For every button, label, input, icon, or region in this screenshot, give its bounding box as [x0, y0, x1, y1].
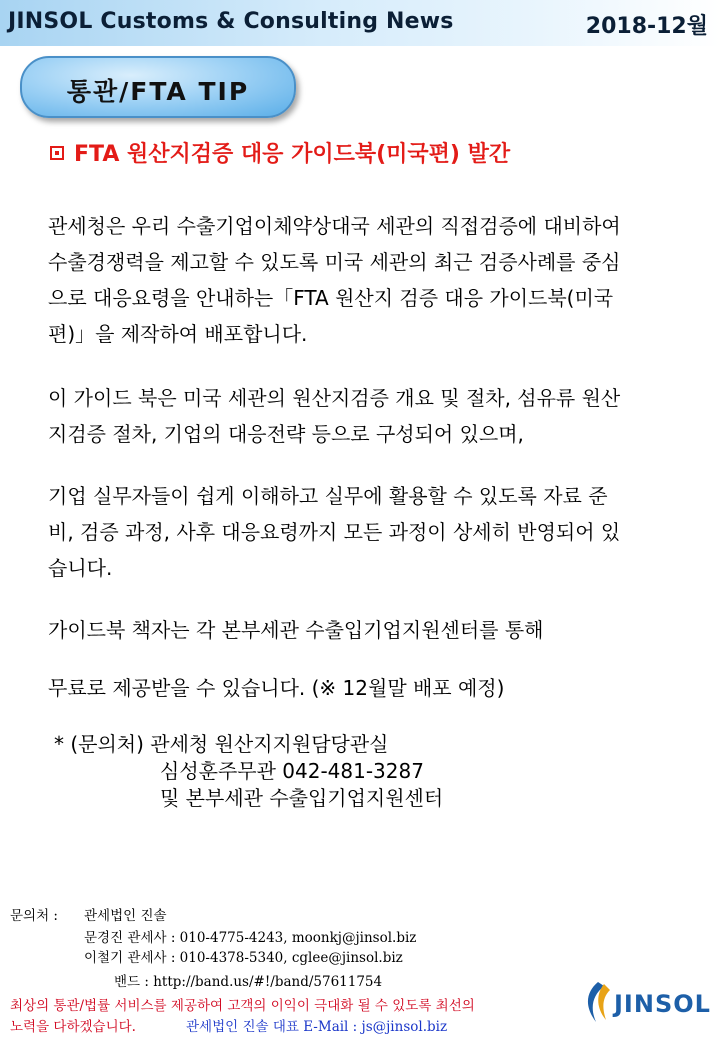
- paragraph-line: 관세청은 우리 수출기업이체약상대국 세관의 직접검증에 대비하여: [48, 214, 621, 238]
- section-heading: [50, 137, 510, 168]
- tip-badge: [20, 56, 296, 118]
- paragraph-line: 편)」을 제작하여 배포합니다.: [48, 322, 308, 346]
- footer-band-link[interactable]: 밴드 : http://band.us/#!/band/57611754: [114, 974, 383, 990]
- square-bullet-icon: [50, 146, 64, 160]
- footer-person-2: 이철기 관세사 : 010-4378-5340, cglee@jinsol.biz: [84, 950, 403, 966]
- header-banner: [0, 0, 720, 46]
- jinsol-logo: [580, 978, 710, 1026]
- footer-slogan-1: 최상의 통관/법률 서비스를 제공하여 고객의 이익이 극대화 될 수 있도록 최선의: [10, 998, 475, 1014]
- paragraph-line: 가이드북 책자는 각 본부세관 수출입기업지원센터를 통해: [48, 618, 544, 642]
- footer-slogan-2: 노력을 다하겠습니다.: [10, 1019, 136, 1035]
- newsletter-title: JINSOL Customs & Consulting News: [8, 9, 454, 34]
- footer-person-1: 문경진 관세사 : 010-4775-4243, moonkj@jinsol.biz: [84, 930, 417, 946]
- paragraph-2: [48, 380, 698, 452]
- footer-firm: 관세법인 진솔: [84, 908, 167, 924]
- paragraph-line: 습니다.: [48, 556, 113, 580]
- logo-wordmark: JINSOL: [614, 990, 711, 1018]
- paragraph-4: [48, 612, 698, 648]
- footer-label: 문의처 :: [10, 908, 58, 924]
- tip-label: 통관/FTA TIP: [66, 77, 250, 106]
- paragraph-line: 이 가이드 북은 미국 세관의 원산지검증 개요 및 절차, 섬유류 원산: [48, 386, 621, 410]
- paragraph-1: [48, 208, 698, 352]
- paragraph-3: [48, 478, 698, 586]
- paragraph-5: [48, 670, 698, 706]
- contact-line-1: * (문의처) 관세청 원산지지원담당관실: [54, 732, 389, 756]
- issue-date: 2018-12월: [585, 14, 708, 39]
- paragraph-line: 무료로 제공받을 수 있습니다. (※ 12월말 배포 예정): [48, 676, 505, 700]
- paragraph-line: 지검증 절차, 기업의 대응전략 등으로 구성되어 있으며,: [48, 422, 524, 446]
- section-heading-text: FTA 원산지검증 대응 가이드북(미국편) 발간: [74, 142, 511, 167]
- footer-email[interactable]: 관세법인 진솔 대표 E-Mail : js@jinsol.biz: [186, 1019, 448, 1035]
- paragraph-line: 기업 실무자들이 쉽게 이해하고 실무에 활용할 수 있도록 자료 준: [48, 484, 608, 508]
- contact-line-3: 및 본부세관 수출입기업지원센터: [160, 786, 444, 810]
- paragraph-line: 으로 대응요령을 안내하는「FTA 원산지 검증 대응 가이드북(미국: [48, 286, 614, 310]
- paragraph-line: 수출경쟁력을 제고할 수 있도록 미국 세관의 최근 검증사례를 중심: [48, 250, 621, 274]
- logo-swoosh-icon: [580, 978, 614, 1026]
- contact-line-2: 심성훈주무관 042-481-3287: [160, 759, 424, 783]
- paragraph-line: 비, 검증 과정, 사후 대응요령까지 모든 과정이 상세히 반영되어 있: [48, 520, 621, 544]
